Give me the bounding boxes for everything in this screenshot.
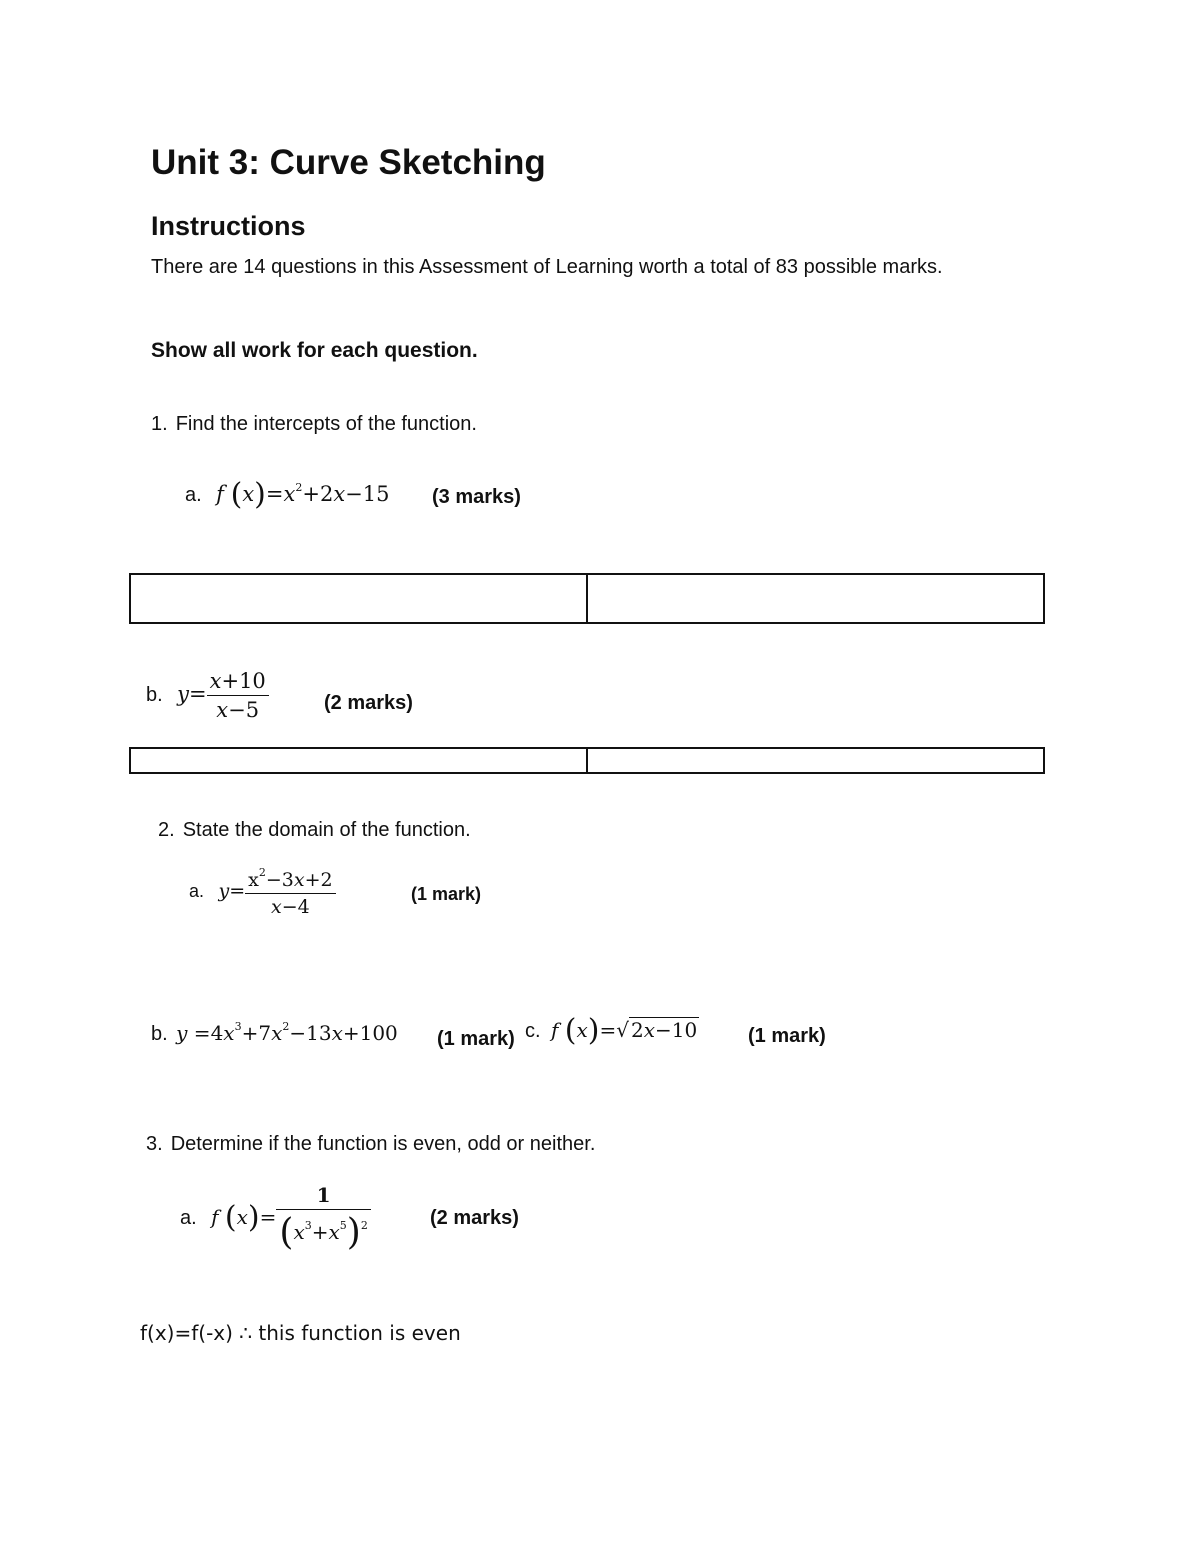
answer-cell-left[interactable] bbox=[131, 749, 586, 772]
instructions-heading: Instructions bbox=[151, 211, 306, 241]
question-text: State the domain of the function. bbox=[182, 819, 471, 841]
marks-label: (2 marks) bbox=[430, 1207, 519, 1229]
answer-table-1a[interactable] bbox=[129, 573, 1045, 624]
question-1 bbox=[151, 413, 477, 436]
part-label: b. bbox=[146, 684, 163, 706]
question-3 bbox=[146, 1133, 595, 1156]
marks-label: (1 mark) bbox=[748, 1025, 826, 1047]
part-label: b. bbox=[151, 1023, 168, 1045]
page-title: Unit 3: Curve Sketching bbox=[151, 143, 546, 182]
marks-label: (3 marks) bbox=[432, 486, 521, 508]
equation: f (x)=√ 2x−10 bbox=[551, 1013, 698, 1048]
question-2c bbox=[525, 1013, 699, 1048]
question-number: 3. bbox=[146, 1133, 163, 1155]
part-label: a. bbox=[180, 1206, 197, 1229]
question-1a bbox=[185, 477, 389, 512]
part-label: a. bbox=[185, 484, 202, 506]
marks-label: (1 mark) bbox=[437, 1028, 515, 1050]
answer-table-1b[interactable] bbox=[129, 747, 1045, 774]
question-3a bbox=[180, 1183, 371, 1253]
answer-cell-right[interactable] bbox=[586, 575, 1043, 622]
marks-label: (1 mark) bbox=[411, 884, 482, 904]
question-2 bbox=[158, 819, 471, 842]
equation: f (x)= $\frac{1}{(x^3+x^5)^2}$ bbox=[211, 1205, 371, 1229]
part-label: c. bbox=[525, 1020, 541, 1042]
question-2b bbox=[151, 1020, 398, 1046]
question-number: 2. bbox=[158, 819, 175, 841]
answer-cell-right[interactable] bbox=[586, 749, 1043, 772]
question-1b bbox=[146, 669, 269, 722]
answer-cell-left[interactable] bbox=[131, 575, 586, 622]
show-all-note: Show all work for each question. bbox=[151, 339, 478, 362]
question-text: Determine if the function is even, odd or neither. bbox=[170, 1133, 596, 1155]
marks-label: (2 marks) bbox=[324, 692, 413, 714]
question-number: 1. bbox=[151, 413, 168, 435]
equation: y= $\frac{x+10}{x-5}$ bbox=[177, 682, 269, 706]
question-2a bbox=[189, 866, 336, 918]
student-answer: f(x)=f(-x) ∴ this function is even bbox=[140, 1321, 461, 1345]
equation: $y =4x^3+7x^2-13x+100$ bbox=[176, 1020, 398, 1045]
equation: f $(x)=x^2+2x-15$ bbox=[216, 477, 390, 512]
part-label: a. bbox=[189, 881, 205, 901]
equation: y= $\frac{x^2-3x+2}{x-4}$ bbox=[218, 880, 335, 902]
question-text: Find the intercepts of the function. bbox=[175, 413, 477, 435]
intro-text: There are 14 questions in this Assessment of Learning worth a total of 83 possible marks. bbox=[151, 256, 943, 278]
